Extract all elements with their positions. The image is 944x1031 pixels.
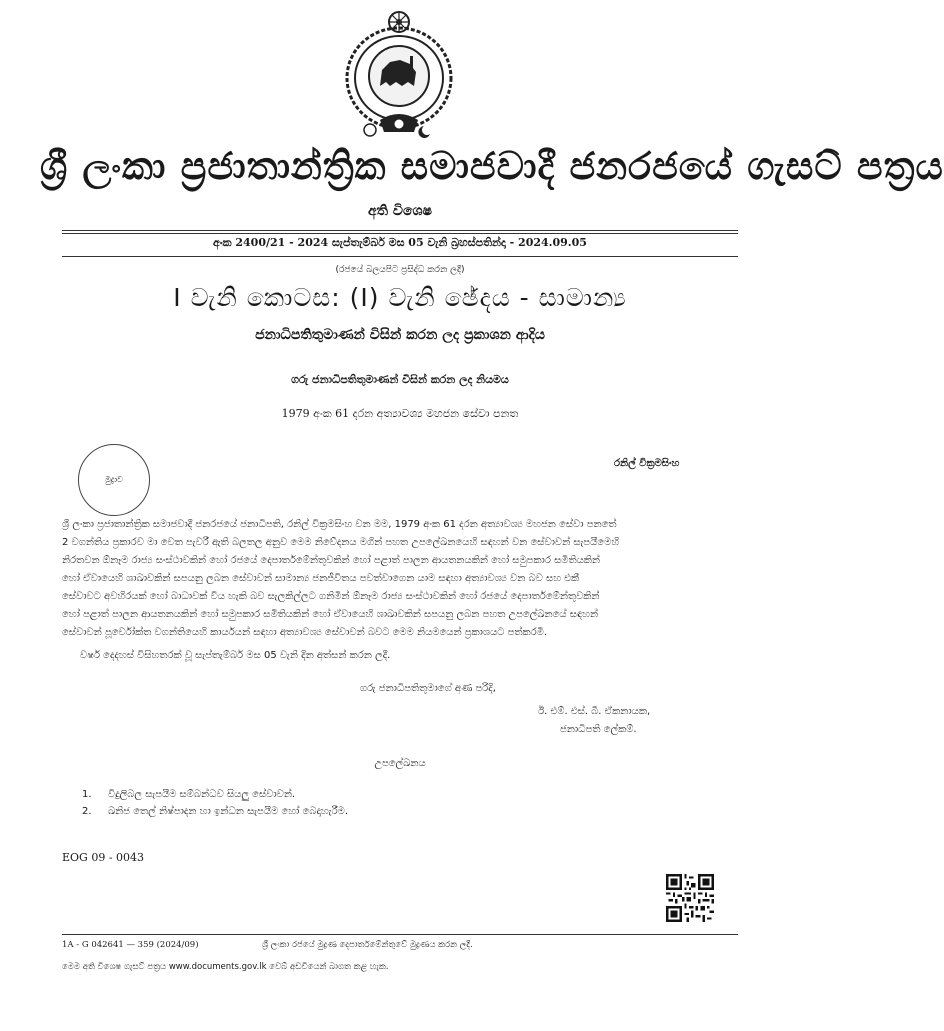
- given-line: වර්ෂ දෙදහස් විසිහතරක් වූ සැප්තැම්බර් මස 05 වැනි දින අත්සන් කරන ලදී.: [80, 650, 391, 661]
- footer-url-note: මෙම අති විශෙෂ ගැසට් පත්‍රය www.documents.gov.lk වෙබ් අඩවියෙන් බාගත කළ හැක.: [62, 962, 389, 972]
- secretary-name: ඊ. එම්. එස්. බී. ඒකනායක,: [538, 706, 651, 717]
- header-rule-bottom: [62, 256, 738, 257]
- footer-rule: [62, 934, 738, 935]
- president-signature-name: රනිල් වික්‍රමසිංහ: [614, 458, 680, 469]
- header-rule-top-inner: [62, 233, 738, 234]
- seal-label: මුද්‍රාව: [105, 475, 123, 484]
- header-rule-top: [62, 230, 738, 231]
- body-line: සේවාවන් පූර්වෝක්ත වගන්තියෙහි කාර්යයන් සඳහා අත්‍යාවශ්‍ය සේවාවන් බවට මෙම නියමයෙන් ප්‍රකාශයට පත්කරමි.: [62, 627, 548, 638]
- body-line: සේවාවට අවහිරයක් හෝ බාධාවක් විය හැකි බව සැලකිල්ලට ගනිමින් ඕනෑම රාජ්‍ය සංස්ථාවකින් හෝ රජයේ දෙපාර්තමේන්තුවකින්: [62, 591, 600, 602]
- gazette-masthead: ශ්‍රී ලංකා ප්‍රජාතාන්ත්‍රික සමාජවාදී ජනරජයේ ගැසට් පත්‍රය: [40, 144, 944, 188]
- secretary-title: ජනාධිපති ලේකම්.: [560, 724, 637, 735]
- reference-code: EOG 09 - 0043: [62, 851, 145, 864]
- qr-code-icon[interactable]: [666, 874, 714, 922]
- body-line: ශ්‍රී ලංකා ප්‍රජාතාන්ත්‍රික සමාජවාදී ජනරජයේ ජනාධිපති, රනිල් වික්‍රමසිංහ වන මම, 1979 අංක 61 දරන අත්‍යාවශ්‍ය මහජන සේවා පනතේ: [62, 519, 617, 530]
- list-item-text: ඛනිජ තෙල් නිෂ්පාදන හා ඉන්ධන සැපයීම හෝ බෙදාහැරීම.: [108, 806, 348, 817]
- part-title: I වැනි කොටස: (I) වැනි ඡේදය - සාමාන්‍ය: [173, 283, 627, 312]
- footer-printer-note: ශ්‍රී ලංකා රජයේ මුද්‍රණ දෙපාර්තමේන්තුවේ මුද්‍රණය කරන ලදී.: [262, 940, 473, 950]
- footer-print-code: 1A - G 042641 — 359 (2024/09): [62, 940, 199, 950]
- body-line: නිරතවන ඕනෑම රාජ්‍ය සංස්ථාවකින් හෝ රජයේ දෙපාර්තමේන්තුවකින් හෝ පළාත් පාලන ආයතනයකින් හෝ සමුපකාර සමිතියකින්: [62, 555, 600, 566]
- body-line: 2 වගන්තිය ප්‍රකාරව මා වෙත පැවරී ඇති බලතල අනුව මෙම නිවේදනය මගින් පහත උපලේඛනයෙහි සඳහන් වන සේවාවන් සැපයීමෙහි: [62, 537, 620, 548]
- part-subtitle: ජනාධිපතිතුමාණන් විසින් කරන ලද ප්‍රකාශන ආදිය: [255, 327, 545, 343]
- list-item: [82, 803, 348, 820]
- schedule-title: උපලේඛනය: [374, 758, 426, 769]
- body-line: හෝ පළාත් පාලන ආයතනයකින් හෝ සමුපකාර සමිතියකින් හෝ ඒවායෙහි ශාඛාවකින් සපයනු ලබන පහත උපලේඛනයේ සඳහන්: [62, 609, 599, 620]
- list-item-number: 1.: [82, 789, 92, 800]
- schedule-list: [82, 786, 348, 820]
- by-order-line: ගරු ජනාධිපතිතුමාගේ අණ පරිදි,: [360, 683, 496, 694]
- list-item-number: 2.: [82, 806, 92, 817]
- state-emblem-icon: [340, 8, 458, 140]
- issue-line: අංක 2400/21 - 2024 සැප්තැම්බර් මස 05 වැනි බ්‍රහස්පතින්දා - 2024.09.05: [213, 236, 587, 249]
- act-title: 1979 අංක 61 දරන අත්‍යාවශ්‍ය මහජන සේවා පනත: [281, 407, 519, 420]
- list-item: [82, 786, 348, 803]
- published-by-authority: (රජයේ බලයපිට ප්‍රසිද්ධ කරන ලදී): [335, 265, 465, 275]
- order-title: ගරු ජනාධිපතිතුමාණන් විසින් කරන ලද නියමය: [291, 373, 509, 386]
- extraordinary-label: අති විශෙෂ: [368, 203, 432, 219]
- body-line: හෝ ඒවායෙහි ශාඛාවකින් සපයනු ලබන සේවාවන් සාමාන්‍ය ජනජීවිතය පවත්වාගෙන යාම සඳහා අත්‍යාවශ්‍ය වන බව සහ එකී: [62, 573, 580, 584]
- list-item-text: විදුලිබල සැපයීම සම්බන්ධව සියලු සේවාවන්.: [108, 789, 296, 800]
- seal-circle: [78, 444, 150, 516]
- order-body: [62, 516, 738, 642]
